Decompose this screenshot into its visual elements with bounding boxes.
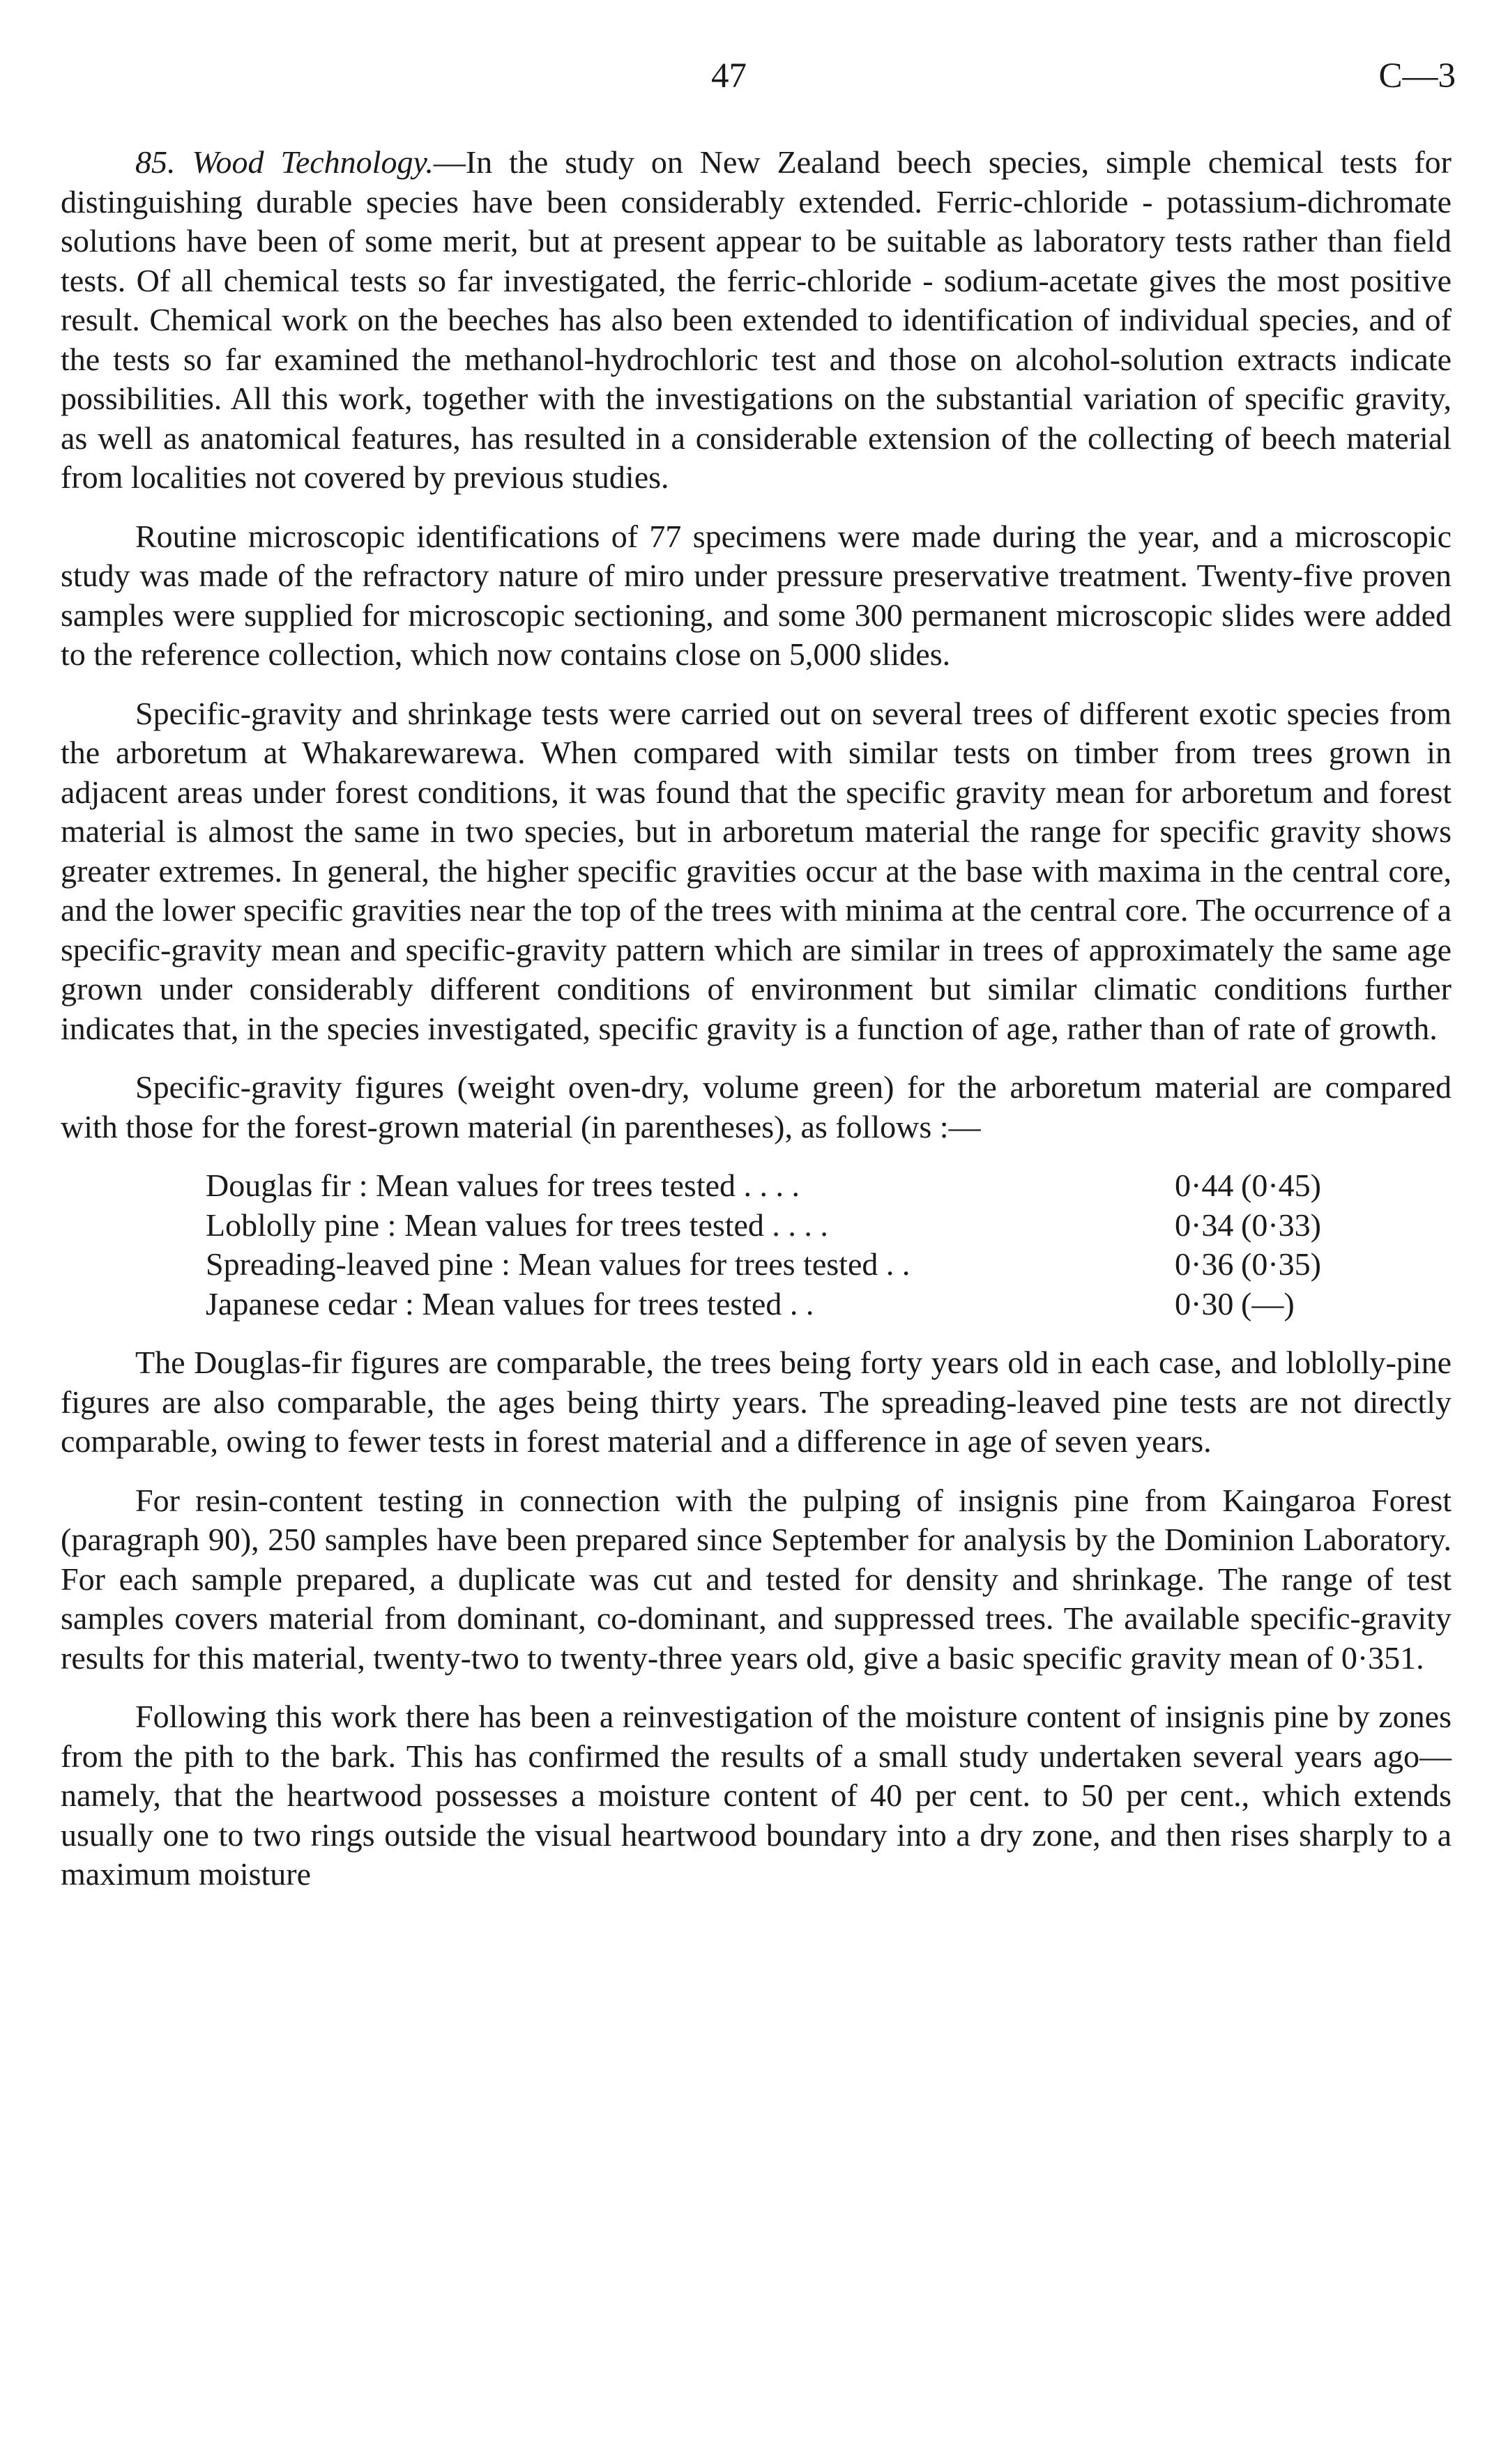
table-row [206,1166,1377,1206]
section-code: C—3 [1378,56,1456,95]
paragraph-wood-technology [61,143,1452,498]
species-description: Douglas fir : Mean values for trees tested . . . . [206,1168,800,1203]
paragraph-text: —In the study on New Zealand beech species, simple chemical tests for distinguishing durable species have been considerably extended. Ferric-chloride - potassium-dichromate solutions have been of some merit, but at present appear to be suitable as laboratory tests rather than field tests. Of all chemical tests so far investigated, the ferric-chloride - sodium-acetate gives the most positive result. Chemical work on the beeches has also been extended to identification of individual species, and of the tests so far examined the methanol-hydrochloric test and those on alcohol-solution extracts indicate possibilities. All this work, together with the investigations on the substantial variation of specific gravity, as well as anatomical features, has resulted in a considerable extension of the collecting of beech material from localities not covered by previous studies. [61,144,1452,495]
forest-value: (—) [1241,1285,1295,1322]
page-body [61,143,1452,1914]
arboretum-value: 0·34 [1175,1207,1234,1243]
table-row [206,1285,1377,1324]
arboretum-value: 0·30 [1175,1285,1234,1322]
paragraph-resin-content-testing: For resin-content testing in connection with the pulping of insignis pine from Kaingaroa Forest (paragraph 90), 250 samples have been prepared since September for analysis by the Dominion Laboratory. For each sample prepared, a duplicate was cut and tested for density and shrinkage. The range of test samples covers material from dominant, co-dominant, and suppressed trees. The available specific-gravity results for this material, twenty-two to twenty-three years old, give a basic specific gravity mean of 0·351. [61,1482,1452,1676]
table-row [206,1245,1377,1285]
paragraph-heading: 85. Wood Technology. [135,144,434,180]
specific-gravity-table [206,1166,1377,1324]
forest-value: (0·33) [1241,1207,1321,1243]
arboretum-value: 0·44 [1175,1168,1234,1203]
forest-value: (0·35) [1241,1246,1321,1282]
page-number: 47 [711,56,747,95]
arboretum-value: 0·36 [1175,1246,1234,1282]
table-row [206,1206,1377,1246]
paragraph-microscopic-identifications: Routine microscopic identifications of 77 specimens were made during the year, and a microscopic study was made of the refractory nature of miro under pressure preservative treatment. Twenty-five proven samples were supplied for microscopic sectioning, and some 300 permanent microscopic slides were added to the reference collection, which now contains close on 5,000 slides. [61,518,1452,672]
paragraph-moisture-content: Following this work there has been a reinvestigation of the moisture content of insignis pine by zones from the pith to the bark. This has confirmed the results of a small study undertaken several years ago—namely, that the heartwood possesses a moisture content of 40 per cent. to 50 per cent., which extends usually one to two rings outside the visual heartwood boundary into a dry zone, and then rises sharply to a maximum moisture [61,1699,1452,1892]
paragraph-specific-gravity-tests: Specific-gravity and shrinkage tests were carried out on several trees of different exotic species from the arboretum at Whakarewarewa. When compared with similar tests on timber from trees grown in adjacent areas under forest conditions, it was found that the specific gravity mean for arboretum and forest material is almost the same in two species, but in arboretum material the range for specific gravity shows greater extremes. In general, the higher specific gravities occur at the base with maxima in the central core, and the lower specific gravities near the top of the trees with minima at the central core. The occurrence of a specific-gravity mean and specific-gravity pattern which are similar in trees of approximately the same age grown under considerably different conditions of environment but similar climatic conditions further indicates that, in the species investigated, specific gravity is a function of age, rather than of rate of growth. [61,695,1452,1046]
species-description: Loblolly pine : Mean values for trees tested . . . . [206,1207,828,1243]
paragraph-douglas-fir-comparison: The Douglas-fir figures are comparable, the trees being forty years old in each case, and loblolly-pine figures are also comparable, the ages being thirty years. The spreading-leaved pine tests are not directly comparable, owing to fewer tests in forest material and a difference in age of seven years. [61,1345,1452,1459]
paragraph-specific-gravity-figures-intro: Specific-gravity figures (weight oven-dry, volume green) for the arboretum material are compared with those for the forest-grown material (in parentheses), as follows :— [61,1069,1452,1145]
species-description: Japanese cedar : Mean values for trees tested . . [206,1285,814,1322]
forest-value: (0·45) [1241,1168,1321,1203]
page-header [0,56,1508,105]
species-description: Spreading-leaved pine : Mean values for trees tested . . [206,1246,911,1282]
